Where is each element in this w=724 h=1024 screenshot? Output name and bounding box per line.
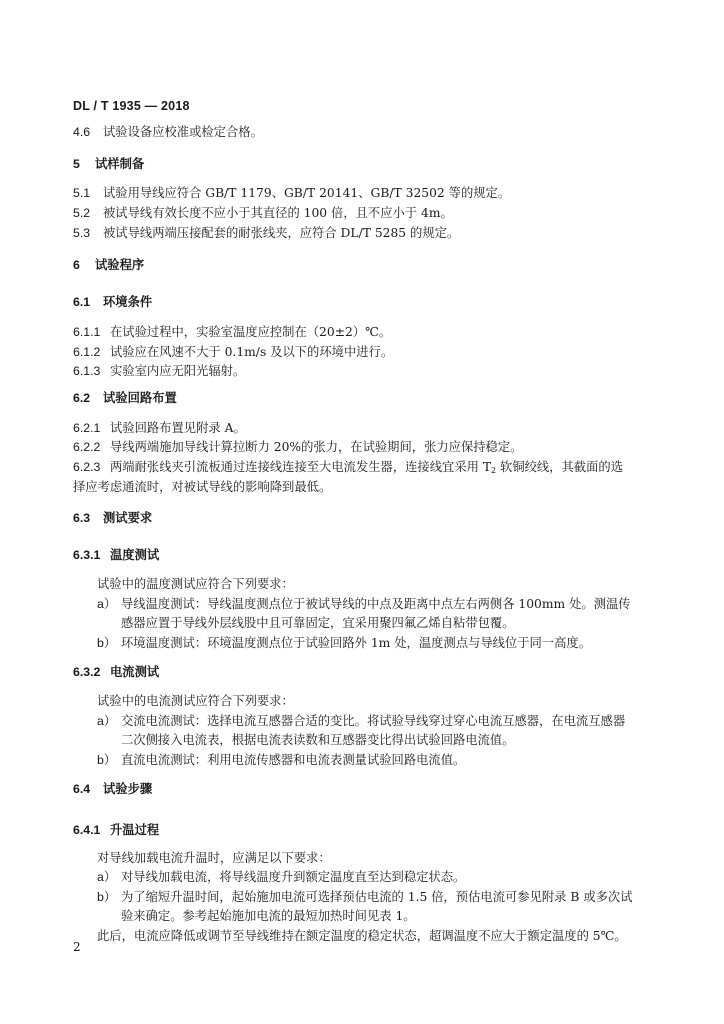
clause-number: 6.2.2	[73, 440, 101, 454]
list-item-a-continuation	[121, 615, 515, 631]
list-text: 为了缩短升温时间，起始施加电流可选择预估电流的 1.5 倍，预估电流可参见附录 B 或多次试	[121, 890, 633, 904]
paragraph	[97, 850, 331, 866]
clause-text: 导线两端施加导线计算拉断力 20%的张力，在试验期间，张力应保持稳定。	[110, 440, 523, 454]
list-text: 直流电流测试：利用电流传感器和电流表测量试验回路电流值。	[121, 753, 466, 767]
clause-6-1-3	[73, 363, 245, 379]
clause-number: 6.1.2	[73, 345, 101, 359]
list-text: 对导线加载电流，将导线温度升到额定温度直至达到稳定状态。	[121, 870, 466, 884]
standard-header: DL / T 1935 — 2018	[73, 99, 190, 113]
clause-number: 6.2.3	[73, 460, 101, 474]
list-text: 二次侧接入电流表，根据电流表读数和互感器变比得出试验回路电流值。	[121, 733, 515, 747]
clause-text: 择应考虑通流时，对被试导线的影响降到最低。	[73, 480, 332, 494]
paragraph	[97, 576, 294, 592]
clause-text: 试验回路布置见附录 A。	[110, 421, 246, 435]
list-item-a	[97, 596, 631, 612]
list-text: 感器应置于导线外层线股中且可靠固定，宜采用聚四氟乙烯自粘带包覆。	[121, 616, 515, 630]
clause-text: 温度测试	[110, 548, 160, 562]
list-marker: a）	[97, 714, 117, 728]
clause-number: 4.6	[73, 125, 91, 139]
section-5-heading	[73, 156, 144, 172]
section-6-3-2-heading	[73, 664, 159, 680]
clause-number: 6.3	[73, 511, 91, 525]
subscript: 2	[491, 466, 497, 475]
clause-number: 6.2	[73, 391, 91, 405]
clause-number: 5	[73, 157, 80, 171]
list-text: 环境温度测试：环境温度测点位于试验回路外 1m 处，温度测点与导线位于同一高度。	[121, 636, 591, 650]
clause-text: 被试导线有效长度不应小于其直径的 100 倍，且不应小于 4m。	[103, 206, 453, 220]
clause-text: 实验室内应无阳光辐射。	[110, 364, 246, 378]
clause-6-2-3-continuation	[73, 479, 331, 495]
paragraph-text: 对导线加载电流升温时，应满足以下要求：	[97, 851, 331, 865]
paragraph-text: 试验中的温度测试应符合下列要求：	[97, 577, 294, 591]
paragraph	[97, 928, 627, 944]
list-item-a-continuation	[121, 732, 515, 748]
list-marker: a）	[97, 597, 117, 611]
list-text: 导线温度测试：导线温度测点位于被试导线的中点及距离中点左右两侧各 100mm 处。测温传	[121, 597, 631, 611]
clause-text: 试验回路布置	[103, 391, 177, 405]
paragraph-text: 试验中的电流测试应符合下列要求：	[97, 694, 294, 708]
clause-6-1-2	[73, 344, 393, 360]
list-item-b-continuation	[121, 908, 416, 924]
section-6-1-heading	[73, 294, 152, 310]
section-6-4-1-heading	[73, 822, 159, 838]
paragraph-text: 此后，电流应降低或调节至导线维持在额定温度的稳定状态，超调温度不应大于额定温度的 5℃。	[97, 929, 627, 943]
clause-number: 6.1.1	[73, 325, 101, 339]
clause-text: 试验用导线应符合 GB/T 1179、GB/T 20141、GB/T 32502 等的规定。	[103, 186, 511, 200]
clause-number: 6.1.3	[73, 364, 101, 378]
clause-text: 试验程序	[95, 258, 145, 272]
clause-6-2-3	[73, 459, 623, 479]
clause-number: 6	[73, 258, 80, 272]
clause-number: 6.3.1	[73, 548, 101, 562]
clause-text: 试验设备应校准或检定合格。	[103, 125, 263, 139]
clause-5-1	[73, 185, 510, 201]
list-text: 验来确定。参考起始施加电流的最短加热时间见表 1。	[121, 909, 416, 923]
clause-text: 试验步骤	[103, 782, 153, 796]
clause-text: 试验应在风速不大于 0.1m/s 及以下的环境中进行。	[110, 345, 394, 359]
list-item-a	[97, 713, 625, 729]
clause-number: 5.1	[73, 186, 91, 200]
clause-number: 6.2.1	[73, 421, 101, 435]
clause-5-3	[73, 225, 459, 241]
clause-text: 测试要求	[103, 511, 153, 525]
section-6-heading	[73, 257, 144, 273]
clause-number: 6.4	[73, 782, 91, 796]
list-item-b	[97, 635, 591, 651]
clause-number: 6.1	[73, 295, 91, 309]
clause-6-2-1	[73, 420, 246, 436]
list-item-a	[97, 869, 465, 885]
section-6-3-1-heading	[73, 547, 159, 563]
clause-text: 试样制备	[95, 157, 145, 171]
clause-5-2	[73, 205, 453, 221]
clause-text: 升温过程	[110, 823, 160, 837]
clause-text: 被试导线两端压接配套的耐张线夹，应符合 DL/T 5285 的规定。	[103, 226, 460, 240]
clause-4-6	[73, 124, 263, 140]
list-marker: b）	[97, 753, 117, 767]
clause-number: 6.3.2	[73, 665, 101, 679]
list-item-b	[97, 889, 633, 905]
list-item-b	[97, 752, 465, 768]
clause-text: 环境条件	[103, 295, 153, 309]
clause-text: 电流测试	[110, 665, 160, 679]
section-6-3-heading	[73, 510, 152, 526]
clause-6-1-1	[73, 324, 391, 340]
list-marker: b）	[97, 890, 117, 904]
list-marker: b）	[97, 636, 117, 650]
section-6-4-heading	[73, 781, 152, 797]
list-marker: a）	[97, 870, 117, 884]
clause-text: 两端耐张线夹引流板通过连接线连接至大电流发生器，连接线宜采用 T	[110, 460, 492, 474]
clause-number: 5.3	[73, 226, 91, 240]
list-text: 交流电流测试：选择电流互感器合适的变比。将试验导线穿过穿心电流互感器，在电流互感器	[121, 714, 626, 728]
clause-text: 在试验过程中，实验室温度应控制在（20±2）℃。	[110, 325, 392, 339]
clause-number: 6.4.1	[73, 823, 101, 837]
page-number: 2	[73, 940, 81, 954]
clause-6-2-2	[73, 439, 522, 455]
clause-text-continued: 软铜绞线，其截面的选	[496, 460, 624, 474]
section-6-2-heading	[73, 390, 177, 406]
paragraph	[97, 693, 294, 709]
clause-number: 5.2	[73, 206, 91, 220]
